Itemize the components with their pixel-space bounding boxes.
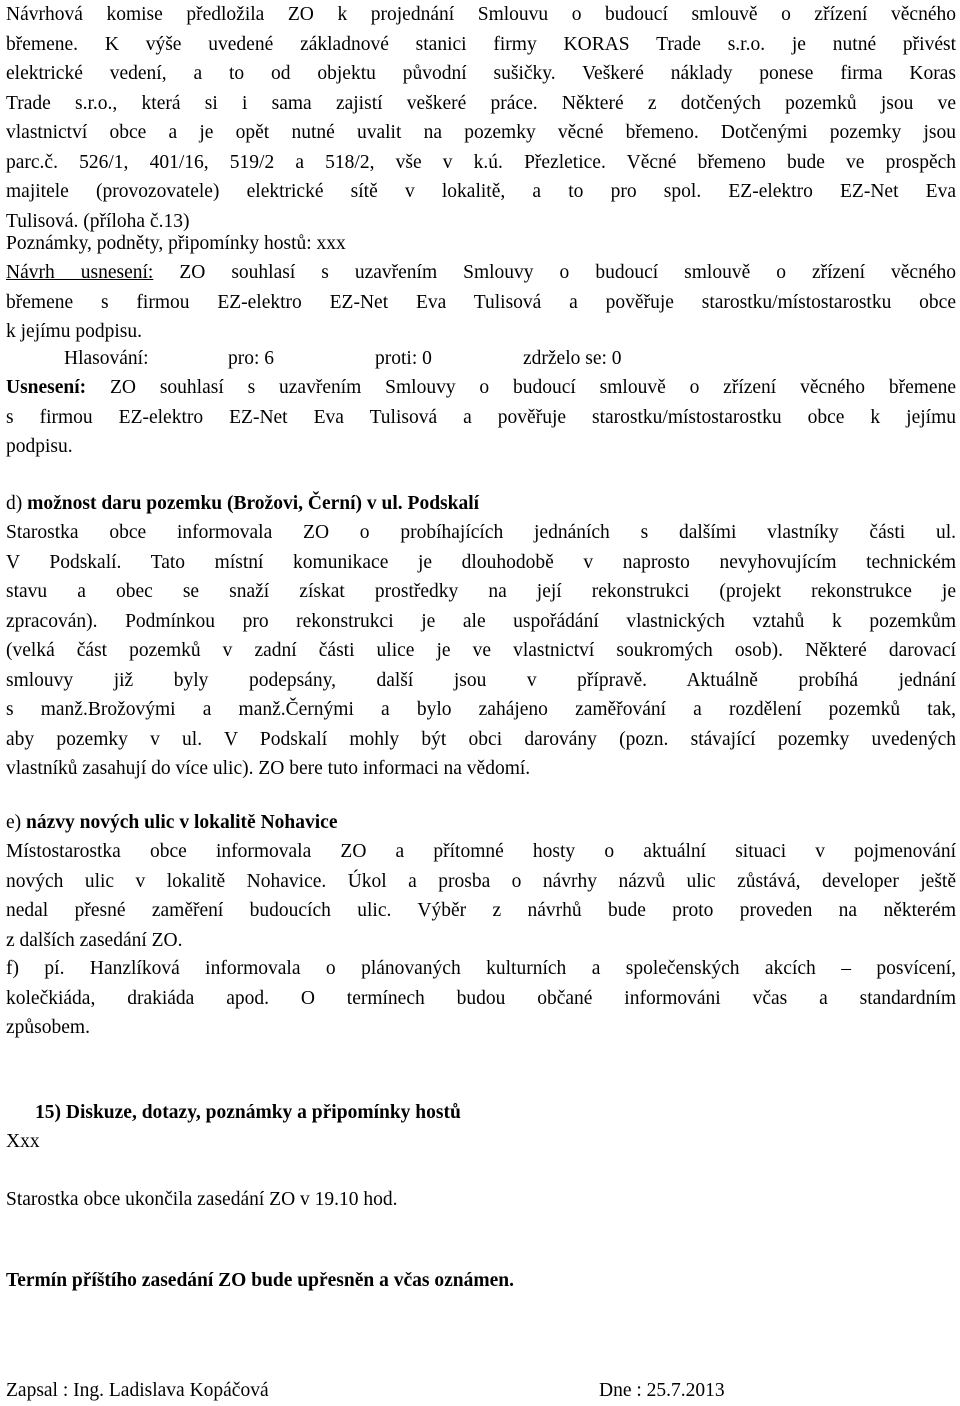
text-line: Trade s.r.o., která si i sama zajistí veškeré práce. Některé z dotčených pozemků jsou ve <box>6 92 956 114</box>
text-line: s manž.Brožovými a manž.Černými a bylo zahájeno zaměřování a rozdělení pozemků tak, <box>6 699 956 720</box>
guest-notes-line: Poznámky, podněty, připomínky hostů: xxx <box>6 233 346 254</box>
next-meeting-line: Termín příštího zasedání ZO bude upřesněn a včas oznámen. <box>6 1270 514 1291</box>
text-line: podpisu. <box>6 436 73 457</box>
closing-line: Starostka obce ukončila zasedání ZO v 19.10 hod. <box>6 1189 398 1210</box>
resolution <box>6 373 956 462</box>
vote-abstain: zdrželo se: 0 <box>523 348 622 369</box>
vote-result <box>6 344 956 374</box>
text-line: aby pozemky v ul. V Podskalí mohly být obci darovány (pozn. stávající pozemky uvedených <box>6 728 956 750</box>
text-line: nových ulic v lokalitě Nohavice. Úkol a prosba o návrhy názvů ulic zůstává, developer ještě <box>6 870 956 892</box>
section-e-body <box>6 837 956 955</box>
resolution-label: Usnesení: <box>6 377 87 398</box>
item-15-body: Xxx <box>6 1131 40 1152</box>
text-line: břemene s firmou EZ-elektro EZ-Net Eva Tulisová a pověřuje starostku/místostarostku obce <box>6 291 956 313</box>
resolution-proposal <box>6 258 956 347</box>
text-line: způsobem. <box>6 1017 90 1038</box>
text-line: stavu a obec se snaží získat prostředky na její rekonstrukci (projekt rekonstrukce je <box>6 581 956 602</box>
section-f-body <box>6 954 956 1043</box>
footer <box>6 1376 956 1406</box>
text-line: vlastnictví obce a je opět nutné uvalit na pozemky věcné břemeno. Dotčenými pozemky jsou <box>6 122 956 143</box>
item-15-heading: 15) Diskuze, dotazy, poznámky a připomínky hostů <box>35 1102 461 1123</box>
text-line: f) pí. Hanzlíková informovala o plánovaných kulturních a společenských akcích – posvícení, <box>6 958 956 979</box>
proposal-label: Návrh usnesení: <box>6 262 154 283</box>
record-date: Dne : 25.7.2013 <box>599 1380 725 1401</box>
text-line: Usnesení: ZO souhlasí s uzavřením Smlouvy o budoucí smlouvě o zřízení věcného břemene <box>6 377 956 398</box>
text-line: smlouvy již byly podepsány, další jsou v přípravě. Aktuálně probíhá jednání <box>6 669 956 691</box>
text-line: břemene. K výše uvedené základnové stanici firmy KORAS Trade s.r.o. je nutné přivést <box>6 33 956 55</box>
text-line: k jejímu podpisu. <box>6 321 142 342</box>
text-line: (velká část pozemků v zadní části ulice je ve vlastnictví soukromých osob). Některé darovací <box>6 640 956 661</box>
text-line: Tulisová. (příloha č.13) <box>6 210 190 232</box>
easement-paragraph <box>6 0 956 236</box>
text-line: parc.č. 526/1, 401/16, 519/2 a 518/2, vše v k.ú. Přezletice. Věcné břemeno bude ve prospěch <box>6 151 956 173</box>
section-d-body <box>6 518 956 784</box>
text-line: Návrhová komise předložila ZO k projednání Smlouvu o budoucí smlouvě o zřízení věcného <box>6 4 956 25</box>
vote-against: proti: 0 <box>375 348 432 369</box>
section-e-heading: e) názvy nových ulic v lokalitě Nohavice <box>6 812 338 833</box>
text-line: kolečkiáda, drakiáda apod. O termínech budou občané informováni včas a standardním <box>6 987 956 1009</box>
text-line: Starostka obce informovala ZO o probíhajících jednáních s dalšími vlastníky části ul. <box>6 522 956 543</box>
text-line: nedal přesné zaměření budoucích ulic. Výběr z návrhů bude proto proveden na některém <box>6 900 956 921</box>
text-line: majitele (provozovatele) elektrické sítě v lokalitě, a to pro spol. EZ-elektro EZ-Net Eva <box>6 181 956 202</box>
text-line: Místostarostka obce informovala ZO a přítomné hosty o aktuální situaci v pojmenování <box>6 841 956 862</box>
text-line: zpracován). Podmínkou pro rekonstrukci je ale uspořádání vlastnických vztahů k pozemkům <box>6 610 956 632</box>
text-line: z dalších zasedání ZO. <box>6 929 183 951</box>
text-line: vlastníků zasahují do více ulic). ZO bere tuto informaci na vědomí. <box>6 758 531 779</box>
text-line: s firmou EZ-elektro EZ-Net Eva Tulisová a pověřuje starostku/místostarostku obce k jejímu <box>6 406 956 428</box>
recorded-by: Zapsal : Ing. Ladislava Kopáčová <box>6 1380 269 1401</box>
text-line: elektrické vedení, a to od objektu původní sušičky. Veškeré náklady ponese firma Koras <box>6 63 956 84</box>
vote-label: Hlasování: <box>64 348 149 369</box>
text-line: Návrh usnesení: ZO souhlasí s uzavřením Smlouvy o budoucí smlouvě o zřízení věcného <box>6 262 956 283</box>
section-d-heading: d) možnost daru pozemku (Brožovi, Černí) v ul. Podskalí <box>6 493 480 514</box>
text-line: V Podskalí. Tato místní komunikace je dlouhodobě v naprosto nevyhovujícím technickém <box>6 551 956 573</box>
vote-for: pro: 6 <box>228 348 275 369</box>
